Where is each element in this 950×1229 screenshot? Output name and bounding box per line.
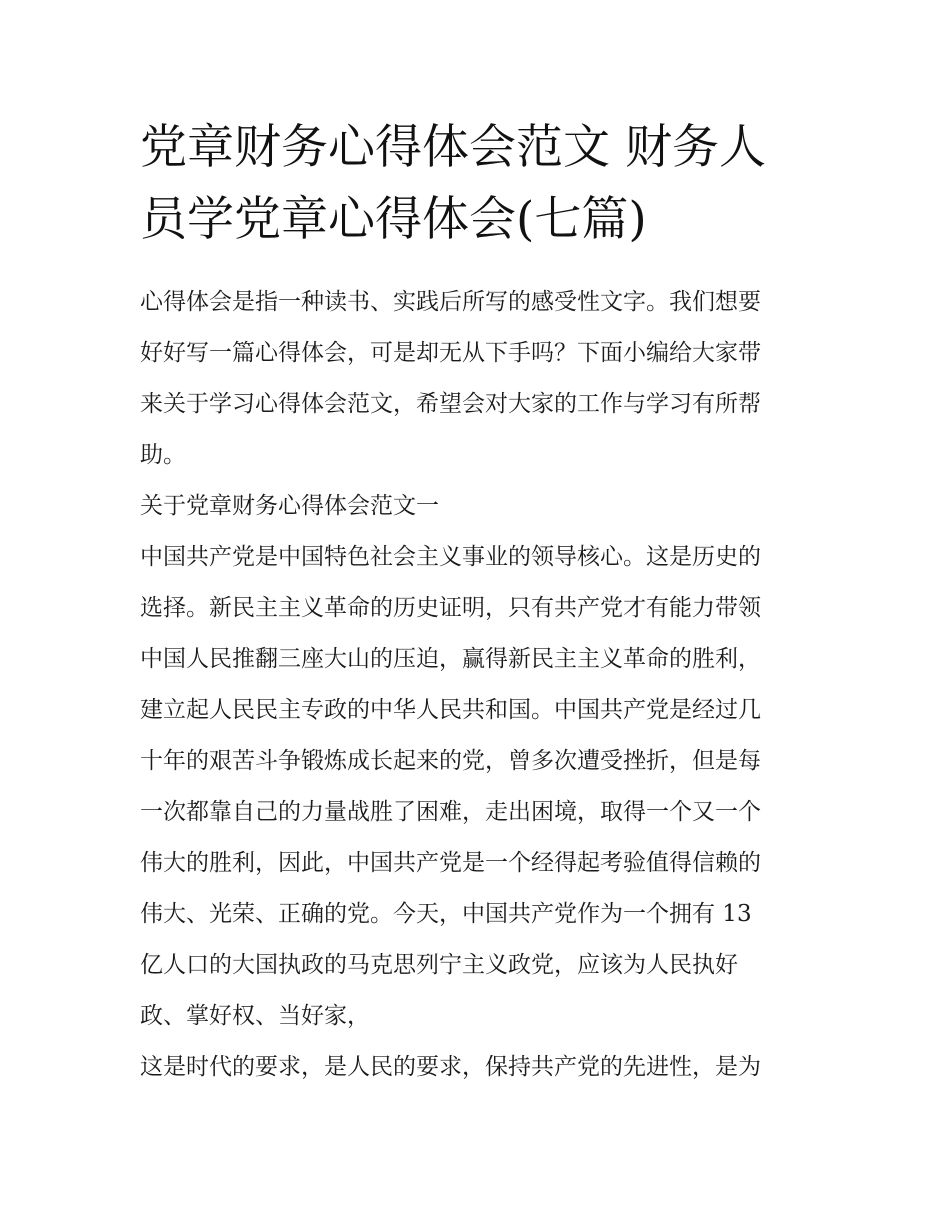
body-line: 心得体会是指一种读书、实践后所写的感受性文字。我们想要 [140,289,761,315]
body-line: 建立起人民民主专政的中华人民共和国。中国共产党是经过几 [140,697,761,723]
body-line: 中国人民推翻三座大山的压迫，赢得新民主主义革命的胜利， [140,646,761,672]
body-line: 伟大的胜利，因此，中国共产党是一个经得起考验值得信赖的 [140,850,761,876]
body-line: 亿人口的大国执政的马克思列宁主义政党，应该为人民执好 [140,952,738,978]
title-line: 员学党章心得体会(七篇) [140,192,647,247]
document-body [140,277,830,1093]
body-line: 伟大、光荣、正确的党。今天，中国共产党作为一个拥有 13 [140,901,752,927]
body-line: 选择。新民主主义革命的历史证明，只有共产党才有能力带领 [140,595,761,621]
body-line: 来关于学习心得体会范文，希望会对大家的工作与学习有所帮 [140,391,761,417]
title-line: 党章财务心得体会范文 财务人 [140,120,766,175]
document-title [140,112,820,256]
body-line: 中国共产党是中国特色社会主义事业的领导核心。这是历史的 [140,544,761,570]
body-line: 十年的艰苦斗争锻炼成长起来的党，曾多次遭受挫折，但是每 [140,748,761,774]
body-line: 政、掌好权、当好家， [140,1003,370,1029]
body-line: 这是时代的要求，是人民的要求，保持共产党的先进性，是为 [140,1054,761,1080]
body-line: 一次都靠自己的力量战胜了困难，走出困境，取得一个又一个 [140,799,761,825]
body-line: 助。 [140,442,186,468]
section-heading: 关于党章财务心得体会范文一 [140,493,439,519]
body-line: 好好写一篇心得体会，可是却无从下手吗？下面小编给大家带 [140,340,761,366]
